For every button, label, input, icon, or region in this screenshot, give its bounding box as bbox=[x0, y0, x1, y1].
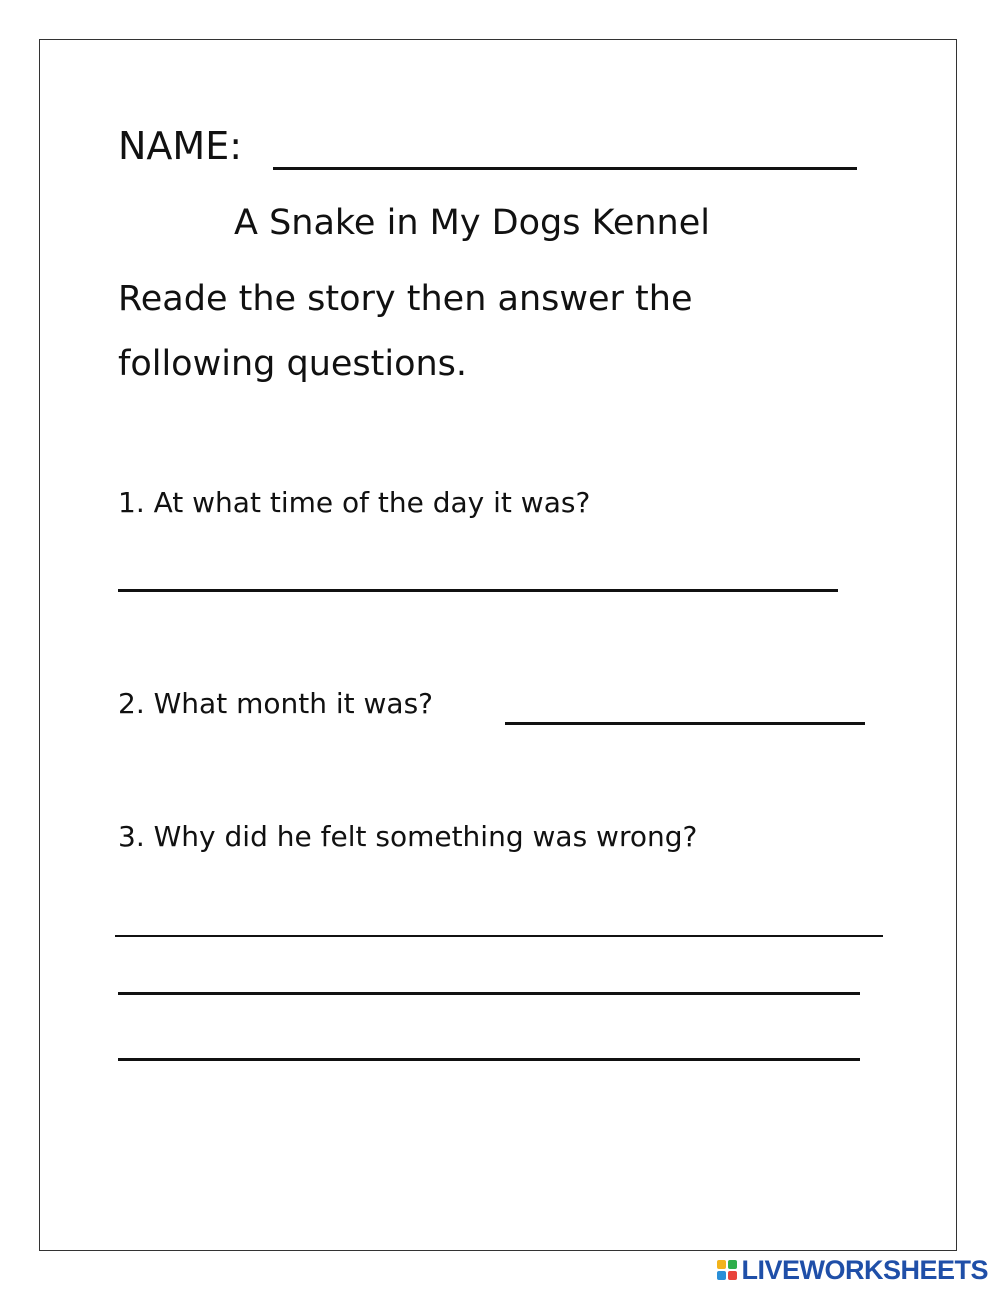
instructions-line-2: following questions. bbox=[118, 344, 468, 384]
answer-3-line-2[interactable] bbox=[118, 992, 860, 995]
logo-square-yellow bbox=[717, 1260, 726, 1269]
name-answer-line[interactable] bbox=[273, 167, 857, 170]
logo-square-red bbox=[728, 1271, 737, 1280]
logo-square-green bbox=[728, 1260, 737, 1269]
question-2: 2. What month it was? bbox=[118, 687, 434, 720]
answer-1-line[interactable] bbox=[118, 589, 838, 592]
logo-square-blue bbox=[717, 1271, 726, 1280]
answer-3-line-1[interactable] bbox=[115, 935, 883, 937]
instructions-line-1: Reade the story then answer the bbox=[118, 279, 693, 319]
worksheet-title: A Snake in My Dogs Kennel bbox=[234, 203, 710, 243]
liveworksheets-brand bbox=[717, 1255, 988, 1285]
liveworksheets-wordmark: LIVEWORKSHEETS bbox=[741, 1254, 988, 1285]
liveworksheets-logo-icon bbox=[717, 1260, 737, 1280]
answer-3-line-3[interactable] bbox=[118, 1058, 860, 1061]
name-label: NAME: bbox=[118, 124, 243, 168]
question-3: 3. Why did he felt something was wrong? bbox=[118, 820, 698, 853]
question-1: 1. At what time of the day it was? bbox=[118, 486, 591, 519]
answer-2-line[interactable] bbox=[505, 722, 865, 725]
